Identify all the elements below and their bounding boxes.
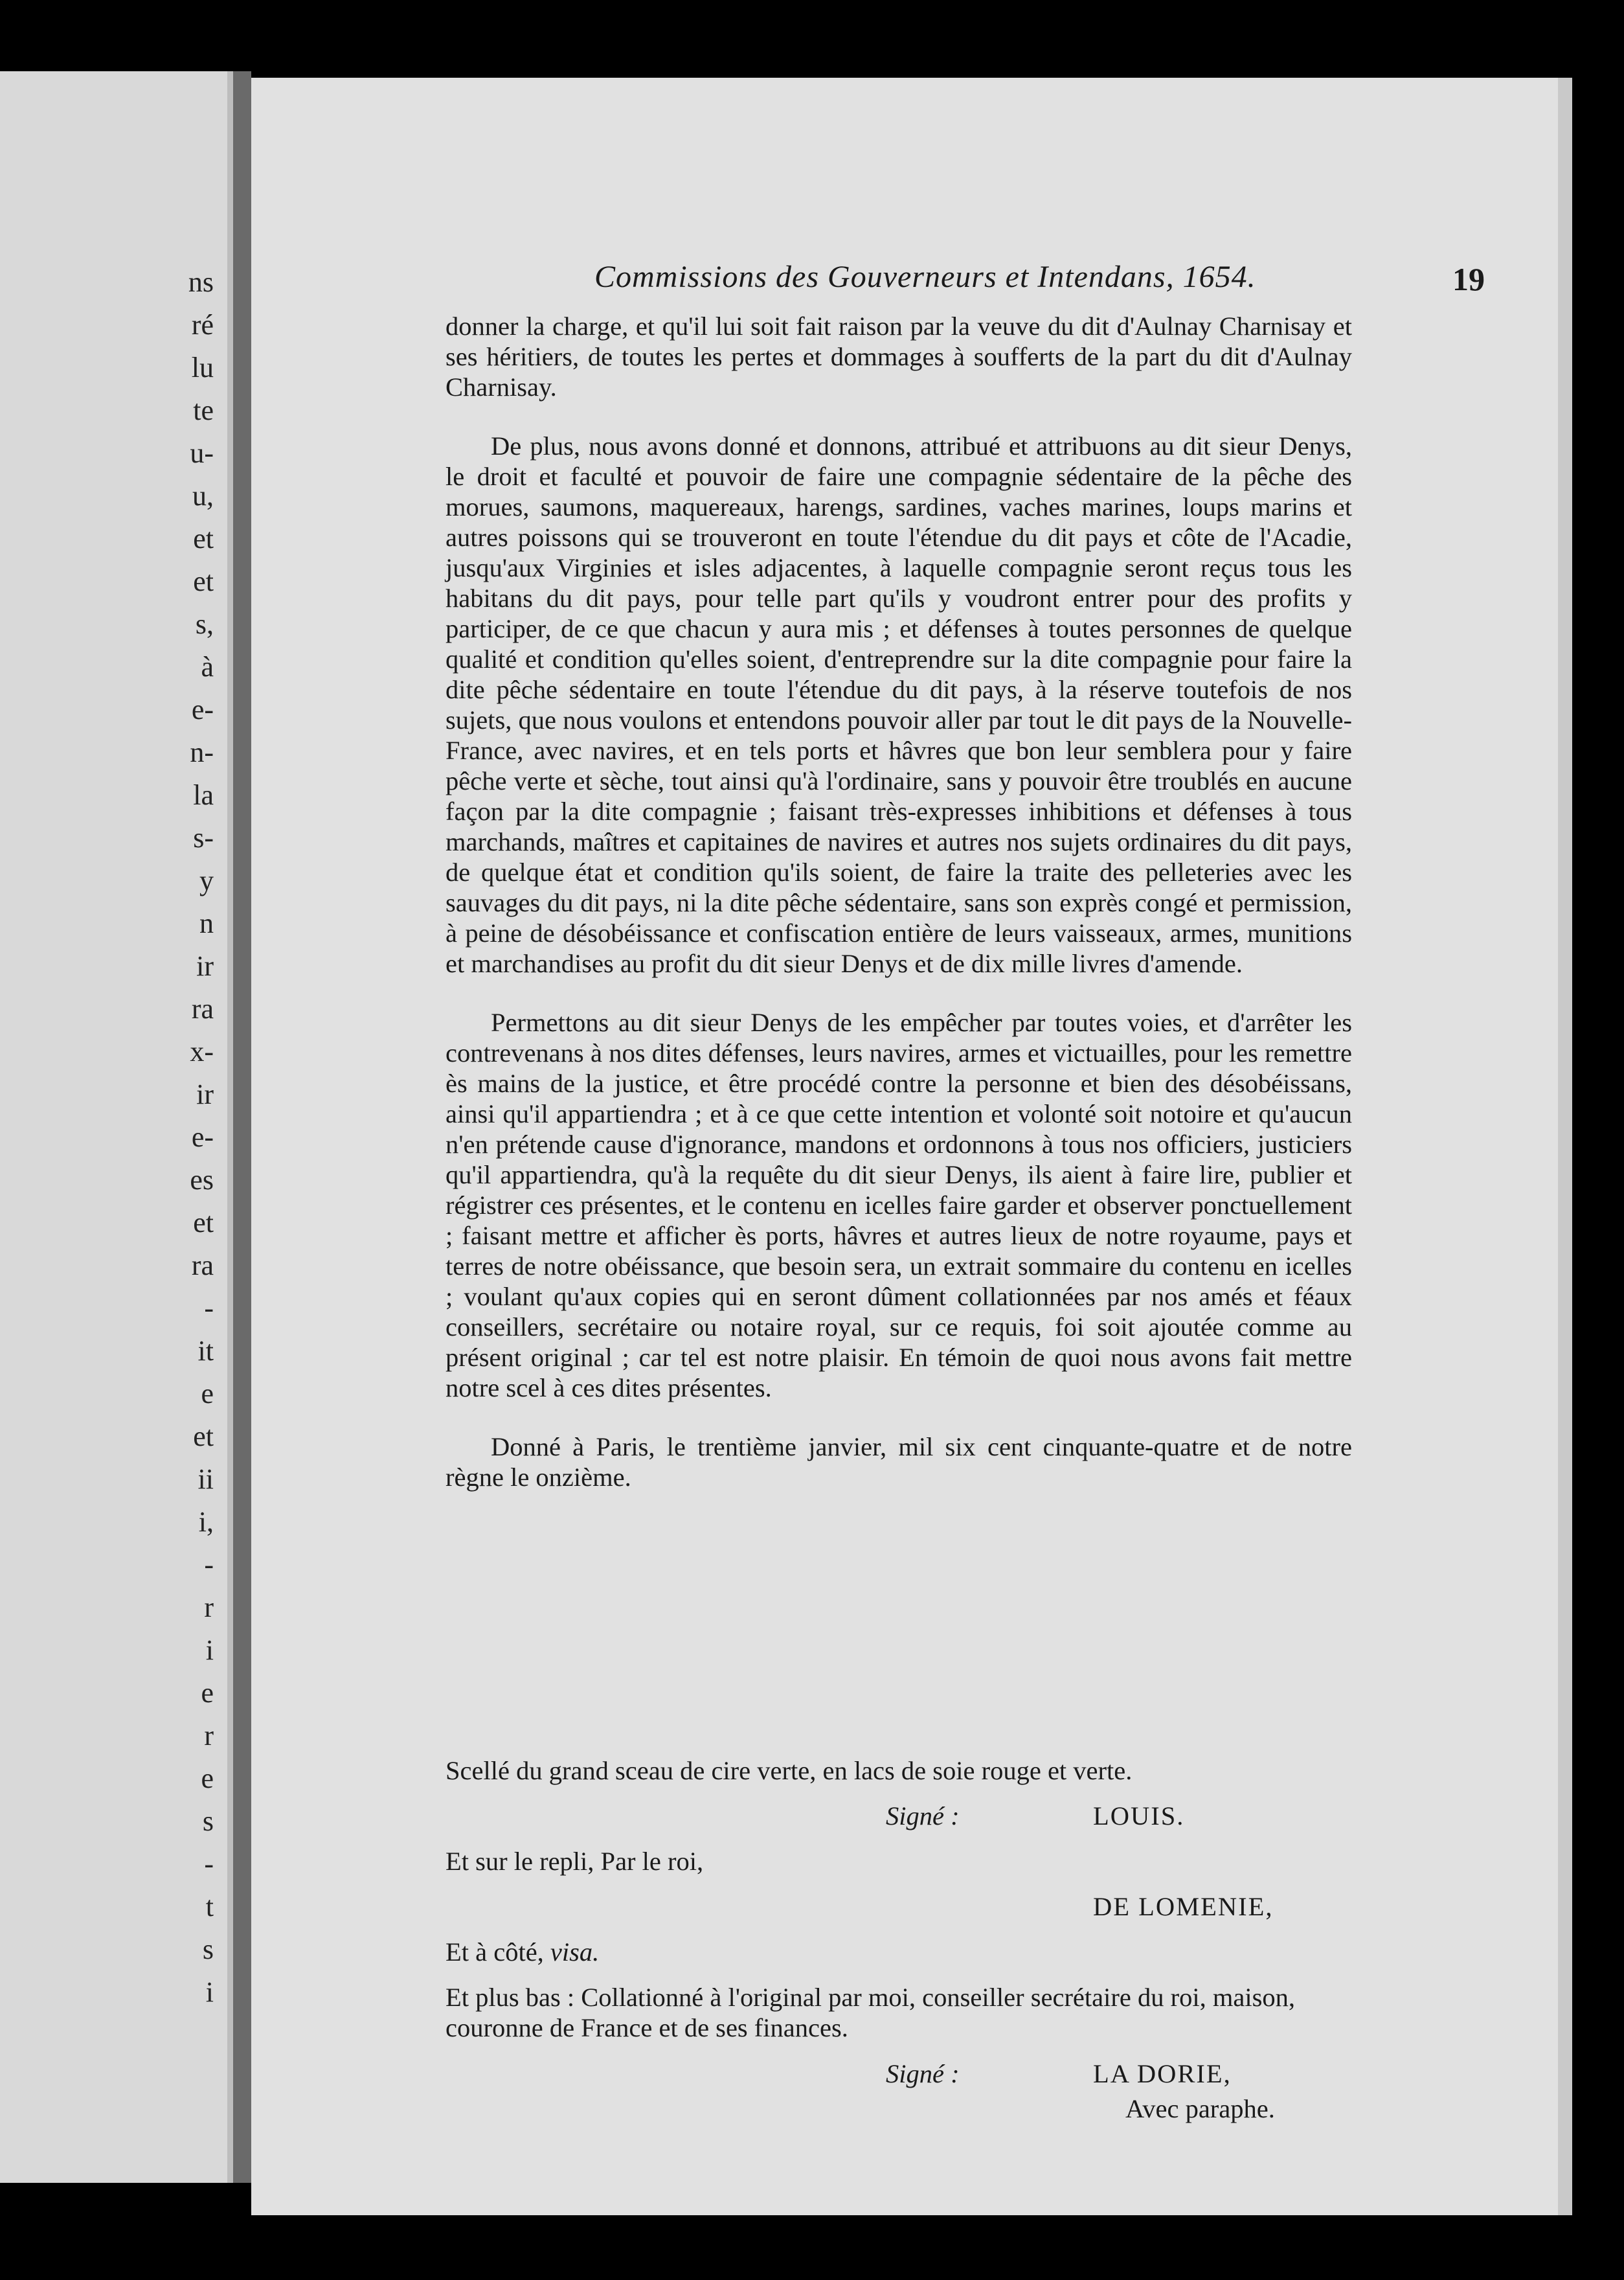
left-page-fragment: - <box>204 1292 214 1324</box>
signe-label-1: Signé : <box>886 1801 960 1830</box>
left-page-fragment: s <box>202 1933 214 1965</box>
page-number: 19 <box>1452 261 1485 297</box>
repli-line: Et sur le repli, Par le roi, <box>445 1847 704 1876</box>
left-page-fragment: et <box>193 523 214 554</box>
plus-bas-row <box>445 1982 1352 2043</box>
left-page-fragment: te <box>193 394 214 426</box>
left-page-fragment: la <box>193 779 214 811</box>
left-page-fragment: - <box>204 1549 214 1580</box>
repli-row <box>445 1846 1352 1891</box>
left-page-fragment: r <box>204 1591 214 1623</box>
body-text <box>445 311 1352 1521</box>
left-facing-page <box>0 71 236 2183</box>
cote-visa: visa. <box>550 1937 600 1966</box>
left-page-fragment: e <box>201 1677 214 1709</box>
paragraph-2: De plus, nous avons donné et donnons, attribué et attribuons au dit sieur Denys, le droit et faculté et pouvoir de faire une compagnie sédentaire de la pêche des morues, saumons, maquereaux, harengs, sardines, vaches marines, loups marins et autres poissons qui se trouveront en toute l'étendue du dit pays et côte de l'Acadie, jusqu'aux Virginies et isles adjacentes, à laquelle compagnie seront reçus tous les habitans du dit pays, pour telle part qu'ils y voudront entrer pour des profits y participer, de ce que chacun y aura mis ; et défenses à toutes personnes de quelque qualité et condition qu'elles soient, d'entreprendre sur la dite compagnie pour faire la dite pêche sédentaire en toute l'étendue du dit pays, à la réserve toutefois de nos sujets, que nous voulons et entendons pouvoir aller par tout le dit pays de la Nouvelle-France, avec navires, et en tels ports et hâvres que bon leur semblera pour y faire pêche verte et sèche, tout ainsi qu'à l'ordinaire, sans y pouvoir être troublés en aucune façon par la dite compagnie ; faisant très-expresses inhibitions et défenses à tous marchands, maîtres et capitaines de navires et autres nos sujets ordinaires du dit pays, de quelque état et condition qu'ils soient, de faire la traite des pelleteries avec les sauvages du dit pays, ni la dite pêche sédentaire, sans son exprès congé et permission, à peine de désobéissance et confiscation entière de leurs vaisseaux, armes, munitions et marchandises au profit du dit sieur Denys et de dix mille livres d'amende. <box>445 431 1352 978</box>
left-page-fragment: y <box>199 865 214 896</box>
plus-bas-line: Et plus bas : Collationné à l'original par moi, conseiller secrétaire du roi, maison, couronne de France et de ses finances. <box>445 1983 1295 2042</box>
paragraph-3: Permettons au dit sieur Denys de les empêcher par toutes voies, et d'arrêter les contrevenans à nos dites défenses, leurs navires, armes et victuailles, pour les remettre ès mains de la justice, et être procédé contre la personne et bien des désobéissans, ainsi qu'il appartiendra ; et à ce que cette intention et volonté soit notoire et qu'aucun n'en prétende cause d'ignorance, mandons et ordonnons à tous nos officiers, justiciers qu'il appartiendra, qu'à la requête du dit sieur Denys, ils aient à faire lire, publier et régistrer ces présentes, et le contenu en icelles faire garder et observer ponctuellement ; faisant mettre et afficher ès ports, hâvres et autres lieux de notre royaume, pays et terres de notre obéissance, que besoin sera, un extrait sommaire du contenu en icelles ; voulant qu'aux copies qui en seront dûment collationnées par nos amés et féaux conseillers, secrétaire ou notaire royal, sur ce requis, foi soit ajoutée comme au présent original ; car tel est notre plaisir. En témoin de quoi nous avons fait mettre notre scel à ces dites présentes. <box>445 1008 1352 1402</box>
cote-prefix: Et à côté, <box>445 1937 544 1966</box>
signer-lomenie: DE LOMENIE, <box>1093 1892 1274 1921</box>
left-page-fragment: ii <box>197 1463 214 1495</box>
paraphe-row <box>445 2094 1352 2149</box>
signer-louis: LOUIS. <box>1093 1801 1185 1830</box>
left-page-fragment: ra <box>191 993 214 1025</box>
left-page-fragment: - <box>204 1848 214 1880</box>
running-head: Commissions des Gouverneurs et Intendans, 1654. <box>594 260 1256 294</box>
left-page-fragment: et <box>193 1420 214 1452</box>
signe-label-2: Signé : <box>886 2059 960 2088</box>
signe-louis-row <box>445 1801 1352 1846</box>
right-page <box>251 78 1572 2215</box>
left-page-fragment: u, <box>192 480 214 512</box>
left-page-fragment: e- <box>191 694 214 725</box>
left-page-fragment: x- <box>190 1036 214 1067</box>
page-edge <box>1558 78 1572 2215</box>
left-page-fragment: it <box>197 1335 214 1367</box>
left-page-fragment: e <box>201 1378 214 1409</box>
paraphe-line: Avec paraphe. <box>1125 2094 1275 2123</box>
left-page-fragment: n <box>199 907 214 939</box>
left-page-fragment: u- <box>190 437 214 469</box>
lomenie-row <box>445 1891 1352 1937</box>
left-page-fragment: e- <box>191 1121 214 1153</box>
signer-la-dorie: LA DORIE, <box>1093 2059 1232 2088</box>
left-page-fragment: ir <box>196 1078 214 1110</box>
book-gutter <box>233 71 251 2183</box>
left-page-fragment: e <box>201 1762 214 1794</box>
left-page-fragment: ns <box>188 266 214 298</box>
left-page-fragment: i <box>205 1976 214 2008</box>
left-page-fragment: s <box>202 1805 214 1837</box>
left-page-fragment: n- <box>190 736 214 768</box>
left-page-fragment: et <box>193 565 214 597</box>
left-page-fragment: i, <box>198 1506 214 1538</box>
signature-block <box>445 1755 1352 2149</box>
left-page-fragment: et <box>193 1207 214 1238</box>
paragraph-1: donner la charge, et qu'il lui soit fait raison par la veuve du dit d'Aulnay Charnisay et ses héritiers, de toutes les pertes et dommages à soufferts de la part du dit d'Aulnay Charnisay. <box>445 312 1352 402</box>
left-page-fragment: à <box>201 651 214 683</box>
seal-line-row <box>445 1755 1352 1801</box>
left-page-fragment: t <box>205 1891 214 1922</box>
left-page-fragment: lu <box>191 352 214 383</box>
left-page-fragment: ra <box>191 1249 214 1281</box>
left-page-fragment: ré <box>191 309 214 341</box>
cote-row <box>445 1937 1352 1982</box>
seal-line: Scellé du grand sceau de cire verte, en lacs de soie rouge et verte. <box>445 1756 1133 1785</box>
left-page-fragment: ir <box>196 950 214 982</box>
left-page-fragment: i <box>205 1634 214 1666</box>
cote-line <box>445 1937 599 1967</box>
paragraph-4: Donné à Paris, le trentième janvier, mil six cent cinquante-quatre et de notre règne le onzième. <box>445 1432 1352 1492</box>
left-page-fragment: s, <box>195 608 214 640</box>
left-page-fragment: es <box>190 1164 214 1196</box>
left-page-fragment: s- <box>193 822 214 854</box>
left-page-fragment: r <box>204 1720 214 1751</box>
